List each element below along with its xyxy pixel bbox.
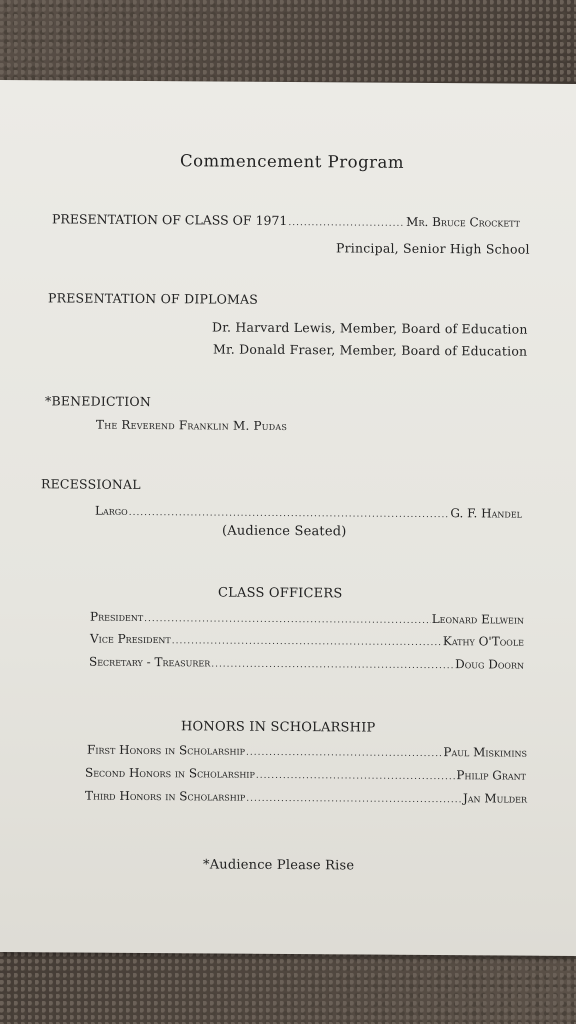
honors-row — [85, 789, 527, 806]
recessional-row — [95, 504, 522, 521]
honors-heading: HONORS IN SCHOLARSHIP — [181, 719, 376, 736]
diplomas-presenter-1: Dr. Harvard Lewis, Member, Board of Education — [212, 319, 528, 337]
officer-role: Secretary - Treasurer — [89, 654, 211, 670]
leader-dots — [256, 771, 456, 782]
benediction-person: The Reverend Franklin M. Pudas — [96, 417, 288, 433]
recessional-piece: Largo — [95, 503, 128, 518]
program-page — [0, 80, 576, 956]
leader-dots — [288, 218, 405, 229]
leader-dots — [246, 794, 462, 806]
honors-name: Paul Miskimins — [443, 745, 527, 760]
officer-name: Leonard Ellwein — [431, 612, 524, 627]
leader-dots — [129, 508, 450, 520]
leader-dots — [246, 748, 442, 759]
presentation-class-role: Principal, Senior High School — [336, 240, 530, 257]
diplomas-presenter-2: Mr. Donald Fraser, Member, Board of Education — [213, 341, 528, 359]
honors-role: Third Honors in Scholarship — [85, 788, 246, 804]
leader-dots — [211, 659, 454, 671]
officer-role: Vice President — [90, 631, 171, 647]
officer-role: President — [90, 609, 144, 624]
footnote: *Audience Please Rise — [203, 857, 355, 874]
presentation-diplomas-label: PRESENTATION OF DIPLOMAS — [48, 290, 259, 307]
officer-row — [89, 655, 524, 672]
officer-name: Kathy O'Toole — [442, 634, 524, 649]
recessional-composer: G. F. Handel — [450, 506, 522, 521]
honors-row — [87, 743, 527, 760]
officer-name: Doug Doorn — [455, 657, 524, 672]
benediction-label: *BENEDICTION — [45, 393, 152, 410]
recessional-label: RECESSIONAL — [41, 476, 141, 492]
presentation-class-row — [52, 211, 520, 229]
presentation-class-person: Mr. Bruce Crockett — [406, 214, 520, 230]
officer-row — [90, 632, 524, 649]
presentation-class-label: PRESENTATION OF CLASS OF 1971 — [52, 211, 288, 228]
class-officers-heading: CLASS OFFICERS — [218, 585, 343, 602]
honors-role: Second Honors in Scholarship — [85, 765, 255, 781]
honors-role: First Honors in Scholarship — [87, 742, 246, 758]
officer-row — [90, 610, 524, 627]
recessional-note: (Audience Seated) — [222, 523, 347, 540]
leader-dots — [144, 614, 431, 626]
honors-name: Jan Mulder — [462, 791, 527, 806]
page-title: Commencement Program — [179, 151, 405, 172]
leader-dots — [172, 636, 442, 648]
honors-name: Philip Grant — [456, 768, 526, 783]
honors-row — [85, 766, 526, 783]
